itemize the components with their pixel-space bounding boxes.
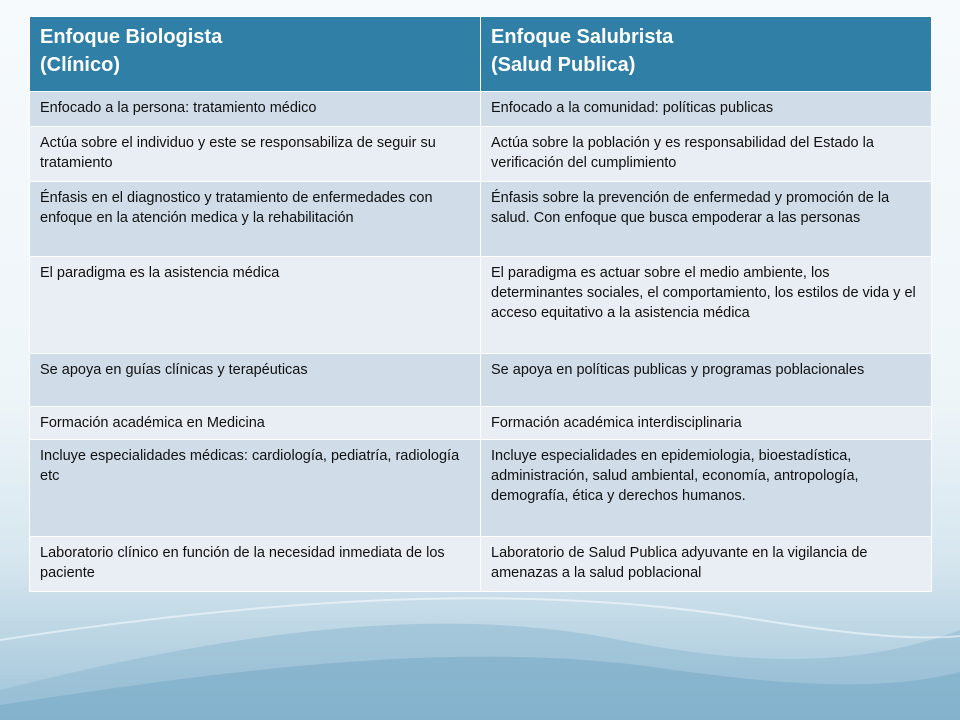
table-row [30,440,932,537]
table-row [30,127,932,182]
comparison-table [29,16,932,592]
table-row [30,407,932,440]
table-row [30,537,932,592]
cell-salubrista: Actúa sobre la población y es responsabilidad del Estado la verificación del cumplimiento [481,127,932,182]
cell-salubrista: Énfasis sobre la prevención de enfermedad y promoción de la salud. Con enfoque que busca empoderar a las personas [481,182,932,257]
cell-biologista: Enfocado a la persona: tratamiento médico [30,92,481,127]
header-title: Enfoque Salubrista [491,26,674,48]
cell-salubrista: El paradigma es actuar sobre el medio ambiente, los determinantes sociales, el comportamiento, los estilos de vida y el acceso equitativo a la asistencia médica [481,257,932,354]
header-subtitle: (Salud Publica) [491,54,636,76]
table-row [30,92,932,127]
cell-salubrista: Laboratorio de Salud Publica adyuvante en la vigilancia de amenazas a la salud poblacional [481,537,932,592]
header-biologista [30,17,481,92]
cell-biologista: Formación académica en Medicina [30,407,481,440]
cell-salubrista: Se apoya en políticas publicas y programas poblacionales [481,354,932,407]
cell-salubrista: Formación académica interdisciplinaria [481,407,932,440]
cell-biologista: Énfasis en el diagnostico y tratamiento de enfermedades con enfoque en la atención medica y la rehabilitación [30,182,481,257]
table-row [30,257,932,354]
cell-salubrista: Incluye especialidades en epidemiologia, bioestadística, administración, salud ambiental, economía, antropología, demografía, ética y derechos humanos. [481,440,932,537]
cell-biologista: Se apoya en guías clínicas y terapéuticas [30,354,481,407]
cell-biologista: Laboratorio clínico en función de la necesidad inmediata de los paciente [30,537,481,592]
header-salubrista [481,17,932,92]
table-row [30,354,932,407]
header-title: Enfoque Biologista [40,26,223,48]
table-row [30,182,932,257]
cell-biologista: El paradigma es la asistencia médica [30,257,481,354]
cell-biologista: Actúa sobre el individuo y este se responsabiliza de seguir su tratamiento [30,127,481,182]
cell-salubrista: Enfocado a la comunidad: políticas publicas [481,92,932,127]
cell-biologista: Incluye especialidades médicas: cardiología, pediatría, radiología etc [30,440,481,537]
table-header-row [30,17,932,92]
header-subtitle: (Clínico) [40,54,120,76]
